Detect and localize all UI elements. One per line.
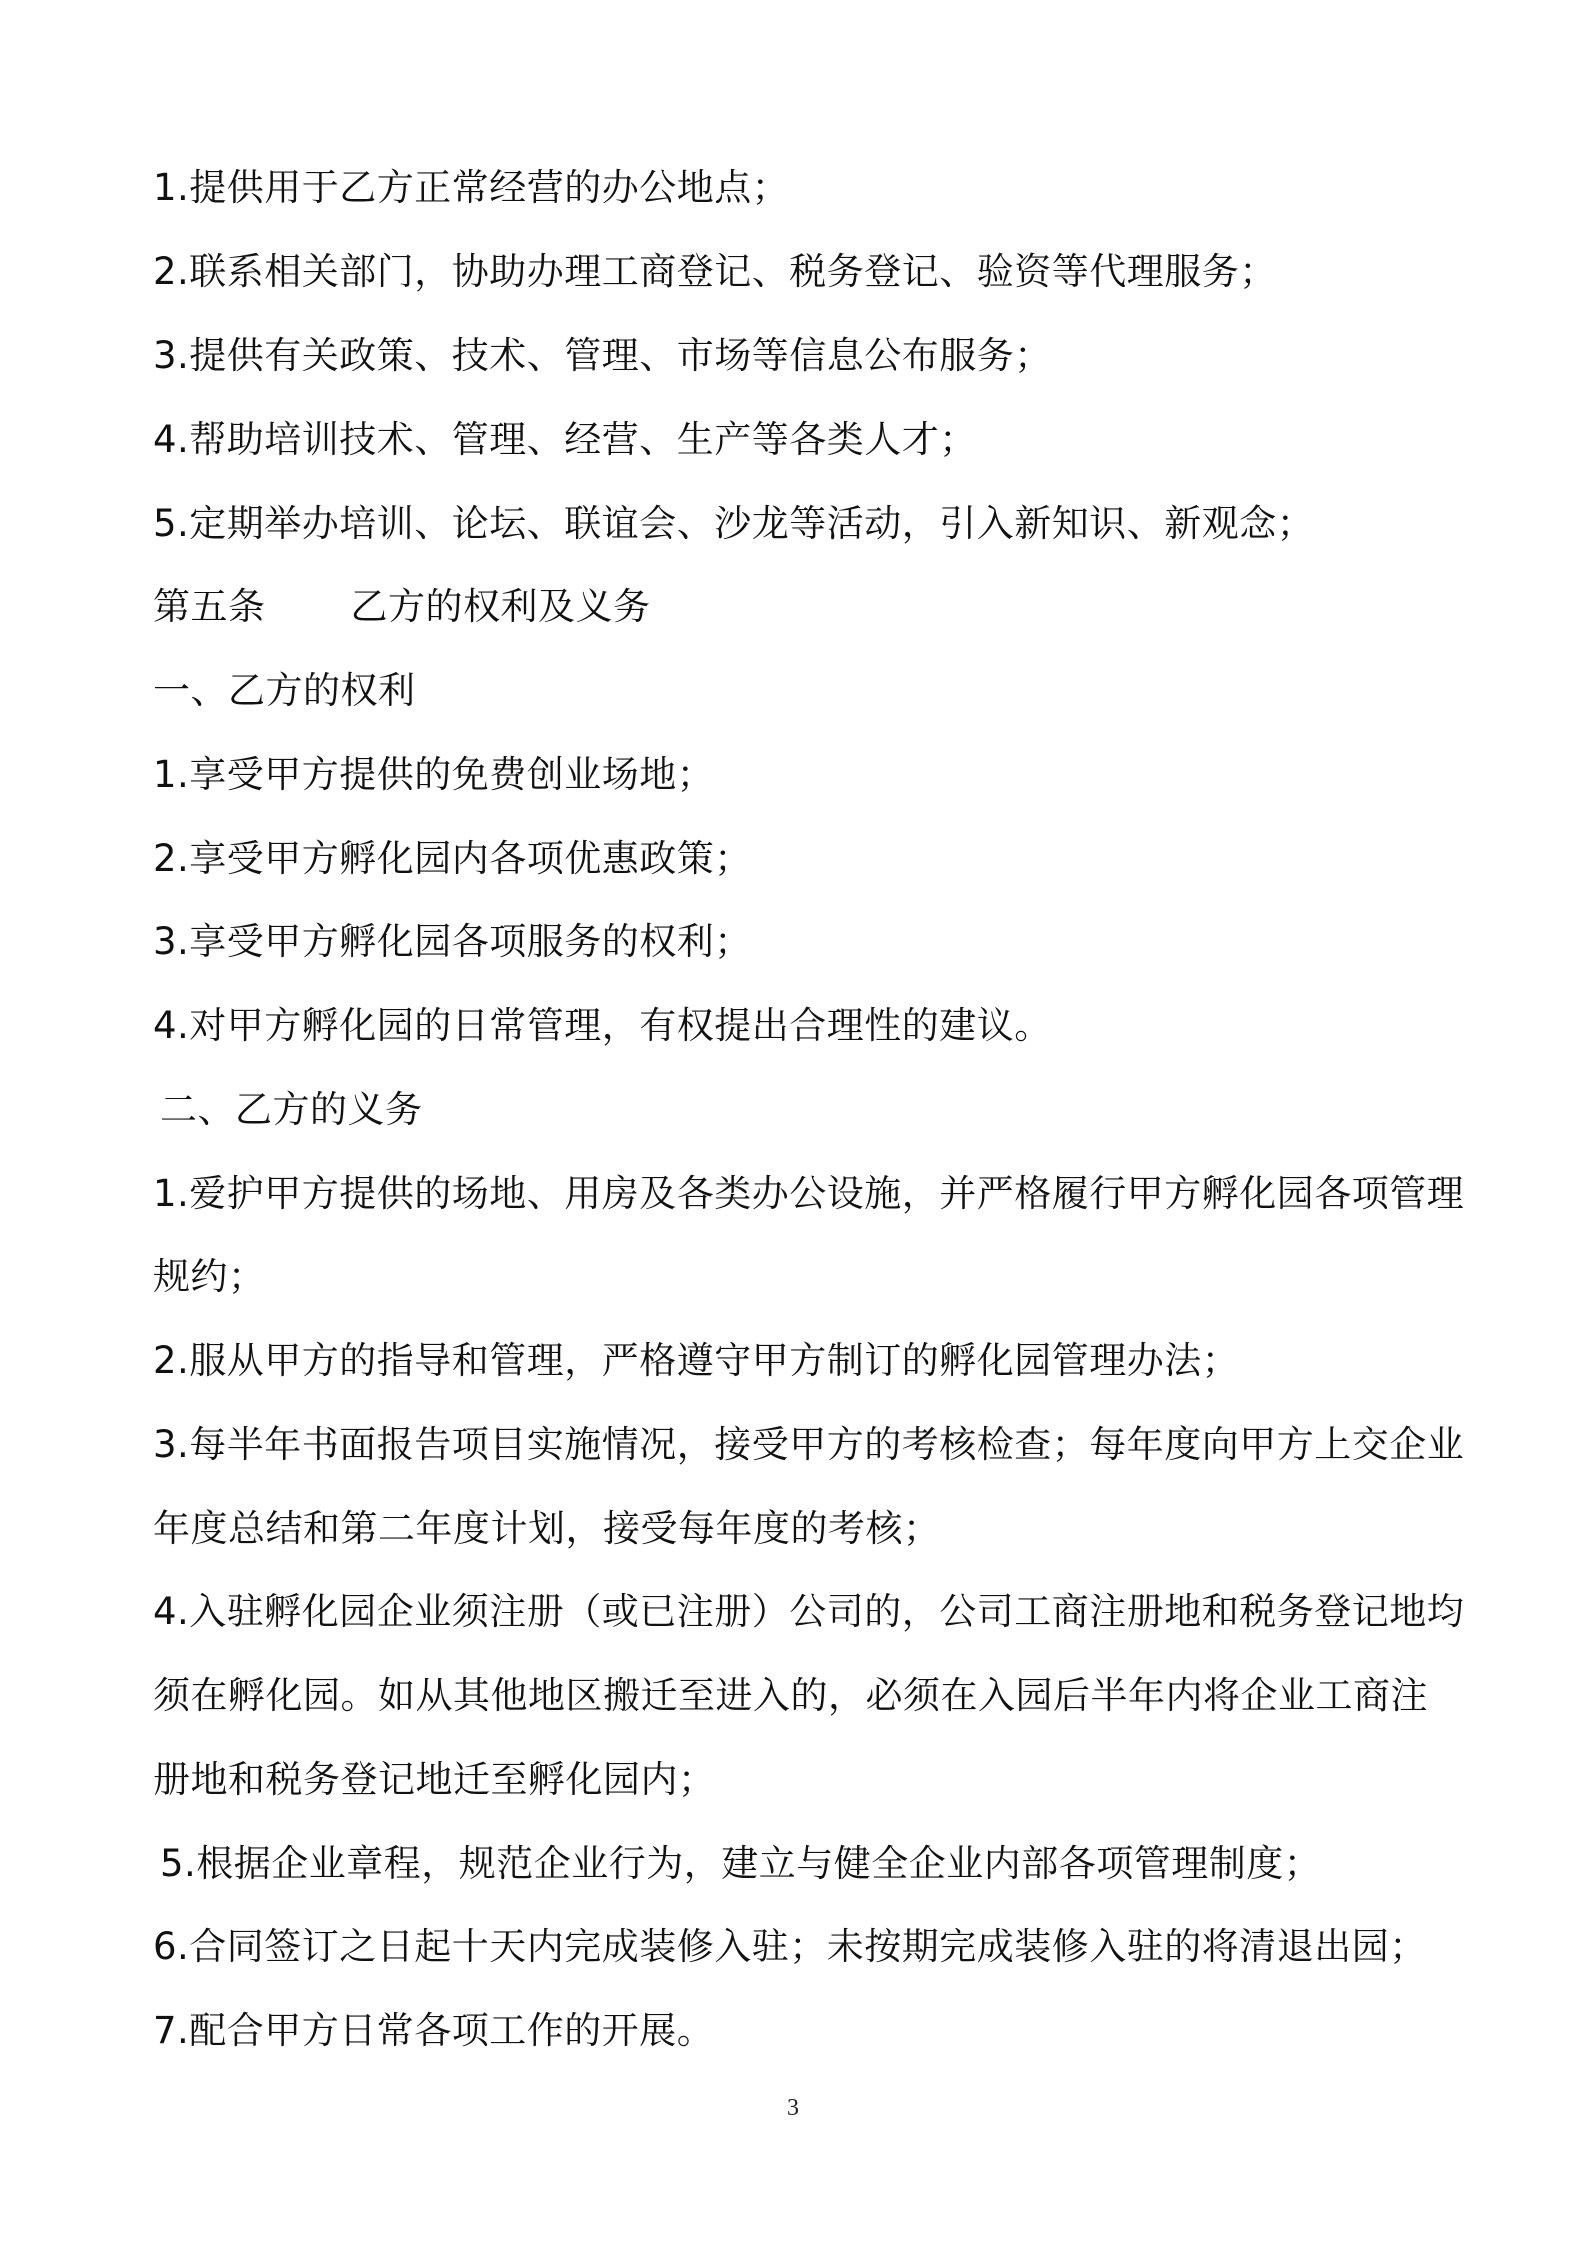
article-heading	[153, 583, 651, 631]
duties-line-1: 1.爱护甲方提供的场地、用房及各类办公设施，并严格履行甲方孵化园各项管理	[153, 1172, 1465, 1215]
duties-line-2: 规约；	[153, 1255, 266, 1298]
rights-item-4: 4.对甲方孵化园的日常管理，有权提出合理性的建议。	[153, 1004, 1052, 1047]
article-number: 第五条	[153, 585, 266, 628]
duties-line-5: 年度总结和第二年度计划，接受每年度的考核；	[153, 1507, 941, 1550]
rights-heading: 一、乙方的权利	[153, 669, 416, 712]
page-number: 3	[787, 2095, 799, 2121]
duties-line-4: 3.每半年书面报告项目实施情况，接受甲方的考核检查；每年度向甲方上交企业	[153, 1423, 1465, 1466]
duties-line-10: 6.合同签订之日起十天内完成装修入驻；未按期完成装修入驻的将清退出园；	[153, 1925, 1427, 1968]
service-item-1: 1.提供用于乙方正常经营的办公地点；	[153, 166, 790, 209]
rights-item-3: 3.享受甲方孵化园各项服务的权利；	[153, 920, 752, 963]
duties-heading: 二、乙方的义务	[160, 1088, 423, 1131]
duties-line-7: 须在孵化园。如从其他地区搬迁至进入的，必须在入园后半年内将企业工商注	[153, 1674, 1428, 1717]
rights-item-1: 1.享受甲方提供的免费创业场地；	[153, 753, 715, 796]
duties-line-8: 册地和税务登记地迁至孵化园内；	[153, 1758, 716, 1801]
service-item-4: 4.帮助培训技术、管理、经营、生产等各类人才；	[153, 418, 977, 461]
article-title: 乙方的权利及义务	[350, 585, 651, 628]
duties-line-3: 2.服从甲方的指导和管理，严格遵守甲方制订的孵化园管理办法；	[153, 1339, 1240, 1382]
rights-item-2: 2.享受甲方孵化园内各项优惠政策；	[153, 837, 752, 880]
service-item-3: 3.提供有关政策、技术、管理、市场等信息公布服务；	[153, 334, 1052, 377]
duties-line-11: 7.配合甲方日常各项工作的开展。	[153, 2009, 715, 2052]
service-item-5: 5.定期举办培训、论坛、联谊会、沙龙等活动，引入新知识、新观念；	[153, 502, 1315, 545]
service-item-2: 2.联系相关部门，协助办理工商登记、税务登记、验资等代理服务；	[153, 250, 1277, 293]
duties-line-6: 4.入驻孵化园企业须注册（或已注册）公司的，公司工商注册地和税务登记地均	[153, 1590, 1465, 1633]
duties-line-9: 5.根据企业章程，规范企业行为，建立与健全企业内部各项管理制度；	[160, 1842, 1322, 1885]
